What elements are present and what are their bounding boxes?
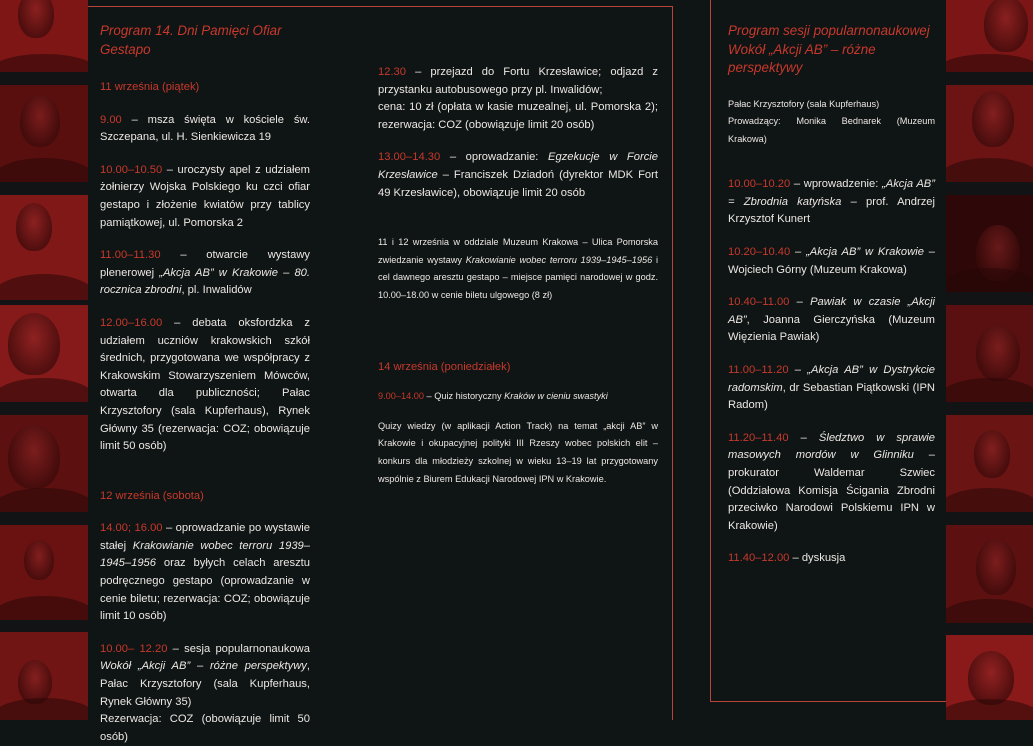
victim-photo: [946, 305, 1033, 402]
session-topic: Pawiak w czasie „Akcji AB”: [728, 296, 935, 326]
victim-photo: [0, 195, 88, 300]
session-text: , dr Sebastian Piątkowski (IPN Radom): [728, 381, 935, 412]
event-text: – sesja popularnonaukowa: [167, 642, 310, 655]
session-text: , Joanna Gierczyńska (Muzeum Więzienia Pawiak): [728, 313, 935, 344]
event-entry: [378, 64, 658, 99]
event-time: 10.00– 12.20: [100, 642, 168, 655]
session-venue: Pałac Krzysztofory (sala Kupferhaus): [728, 98, 880, 109]
victim-photo: [946, 525, 1033, 623]
right-photo-strip: [946, 0, 1033, 720]
event-entry: [100, 520, 310, 626]
event-title: „Akcja AB” w Krakowie – 80. rocznica zbrodni: [100, 266, 310, 297]
event-text: – oprowadzanie:: [440, 151, 549, 164]
event-entry: [378, 149, 658, 202]
program-column-2: [378, 64, 658, 488]
session-entry: [728, 244, 935, 279]
session-host: Prowadzący: Monika Bednarek (Muzeum Krakowa): [728, 116, 935, 144]
event-entry: [100, 641, 310, 711]
victim-photo: [0, 525, 88, 620]
session-text: –: [788, 431, 819, 444]
event-text: – msza święta w kościele św. Szczepana, ul. H. Sienkiewicza 19: [100, 113, 310, 144]
event-time: 10.00–10.50: [100, 163, 163, 176]
session-text: – prof. Andrzej Krzysztof Kunert: [728, 195, 936, 226]
event-entry: [100, 315, 310, 456]
day-heading: 11 września (piątek): [100, 81, 200, 93]
session-text: – wprowadzenie:: [790, 178, 883, 191]
session-time: 10.20–10.40: [728, 246, 791, 259]
session-topic: „Akcja AB” w Krakowie: [806, 246, 924, 259]
session-entry: [728, 294, 935, 347]
session-topic: „Akcja AB” w Dystrykcie radomskim: [728, 364, 935, 394]
victim-photo: [0, 85, 88, 182]
event-time: 9.00–14.00: [378, 391, 424, 402]
day-heading: 12 września (sobota): [100, 489, 204, 502]
victim-photo: [946, 0, 1033, 72]
session-text: –Wojciech Górny (Muzeum Krakowa): [728, 246, 935, 276]
event-price: cena: 10 zł (opłata w kasie muzealnej, ul. Pomorska 2); rezerwacja: COZ (obowiązuje limit 20 osób): [378, 101, 658, 131]
quiz-description: Quizy wiedzy (w aplikacji Action Track) na temat „akcji AB” w Krakowie i okupacyjnej polityki III Rzeszy wobec polskich elit – konkurs dla młodzieży szkolnej w wieku 13–19 lat przygotowany wspólnie z Biurem Edukacji Narodowej IPN w Krakowie.: [378, 420, 658, 484]
event-time: 13.00–14.30: [378, 151, 441, 164]
victim-photo: [946, 415, 1033, 512]
event-title: Egzekucje w Forcie Krzesławice: [378, 151, 658, 181]
program-title: Program 14. Dni Pamięci Ofiar Gestapo: [100, 23, 282, 57]
session-program-column: [728, 22, 935, 568]
session-topic: Śledztwo w sprawie masowych mordów w Glinniku: [728, 431, 935, 462]
program-column-1: [100, 22, 310, 746]
event-time: 12.00–16.00: [100, 316, 163, 329]
victim-photo: [0, 305, 88, 402]
session-entry: [728, 430, 935, 536]
event-title: Wokół „Akcji AB” – różne perspektywy: [100, 660, 307, 673]
event-text: – przejazd do Fortu Krzesławice; odjazd z przystanku autobusowego przy pl. Inwalidów;: [378, 66, 658, 96]
event-title: Krakowianie wobec terroru 1939–1945–1956: [100, 539, 310, 570]
event-text: – otwarcie wystawy plenerowej: [100, 249, 310, 279]
event-title: Kraków w cieniu swastyki: [504, 391, 608, 402]
event-text: – debata oksfordzka z udziałem uczniów krakowskich szkół średnich, przygotowana we współpracy z Krakowskim Stowarzyszeniem Mówców, otwarta dla publiczności; Pałac Krzysztofory (sala Kupferhaus), Rynek Główny 35 (rezerwacja: COZ; obowiązuje limit 50 osób): [100, 316, 310, 453]
session-title: [728, 22, 935, 78]
exhibition-title: Krakowianie wobec terroru 1939–1945–1956: [465, 254, 653, 265]
victim-photo: [946, 85, 1033, 182]
event-entry: [100, 162, 310, 232]
event-text: , Pałac Krzysztofory (sala Kupferhaus, Rynek Główny 35): [100, 660, 310, 708]
session-time: 10.40–11.00: [728, 296, 790, 309]
event-entry: [100, 247, 310, 300]
session-text: –: [789, 296, 811, 309]
event-text: oraz byłych celach aresztu podręcznego gestapo (oprowadzanie w cenie biletu; rezerwacja: COZ; obowiązuje limit 10 osób): [100, 557, 310, 623]
reservation-note: Rezerwacja: COZ (obowiązuje limit 50 osób): [100, 713, 310, 743]
left-photo-strip: [0, 0, 88, 720]
event-text: , pl. Inwalidów: [181, 284, 252, 297]
day-heading: 14 września (poniedziałek): [378, 360, 511, 373]
event-time: 11.00–11.30: [100, 249, 161, 262]
event-entry: [378, 388, 658, 406]
victim-photo: [946, 635, 1033, 720]
session-text: –: [788, 364, 808, 377]
event-time: 9.00: [100, 113, 122, 126]
session-text: – prokurator Waldemar Szwiec (Oddziałowa Komisja Ścigania Zbrodni przeciwko Narodowi Polskiemu IPN w Krakowie): [728, 449, 935, 532]
session-entry: [728, 362, 935, 415]
session-time: 11.00–11.20: [728, 364, 789, 377]
session-time: 11.20–11.40: [728, 431, 789, 444]
event-time: 12.30: [378, 66, 406, 78]
session-time: 11.40–12.00: [728, 552, 790, 565]
victim-photo: [0, 415, 88, 512]
session-topic: „Akcja AB” = Zbrodnia katyńska: [728, 178, 935, 208]
note-text: 11 i 12 września w oddziale Muzeum Krakowa – Ulica Pomorska zwiedzanie wystawy: [378, 237, 658, 265]
victim-photo: [0, 632, 88, 720]
event-text: – Franciszek Dziadoń (dyrektor MDK Fort 49 Krzesławice), obowiązuje limit 20 osób: [378, 168, 658, 199]
session-entry: [728, 550, 935, 568]
session-title-line: Wokół „Akcji AB” – różne perspektywy: [728, 41, 876, 75]
session-text: – dyskusja: [789, 552, 846, 565]
session-time: 10.00–10.20: [728, 178, 791, 191]
event-entry: [100, 112, 310, 147]
session-title-line: Program sesji popularnonaukowej: [728, 23, 930, 38]
note-text: i cel dawnego aresztu gestapo – miejsce pamięci narodowej w godz. 10.00–18.00 w cenie biletu ulgowego (8 zł): [378, 254, 659, 300]
event-text: – Quiz historyczny: [423, 391, 505, 402]
victim-photo: [946, 195, 1033, 292]
event-text: – uroczysty apel z udziałem żołnierzy Wojska Polskiego ku czci ofiar gestapo i złożenie kwiatów przy tablicy pamiątkowej, ul. Pomorska 2: [100, 163, 310, 229]
session-text: –: [790, 246, 807, 259]
victim-photo: [0, 0, 88, 72]
session-entry: [728, 176, 935, 229]
event-text: – oprowadzanie po wystawie stałej: [100, 522, 310, 552]
exhibition-note: [378, 234, 658, 304]
event-time: 14.00; 16.00: [100, 522, 163, 535]
